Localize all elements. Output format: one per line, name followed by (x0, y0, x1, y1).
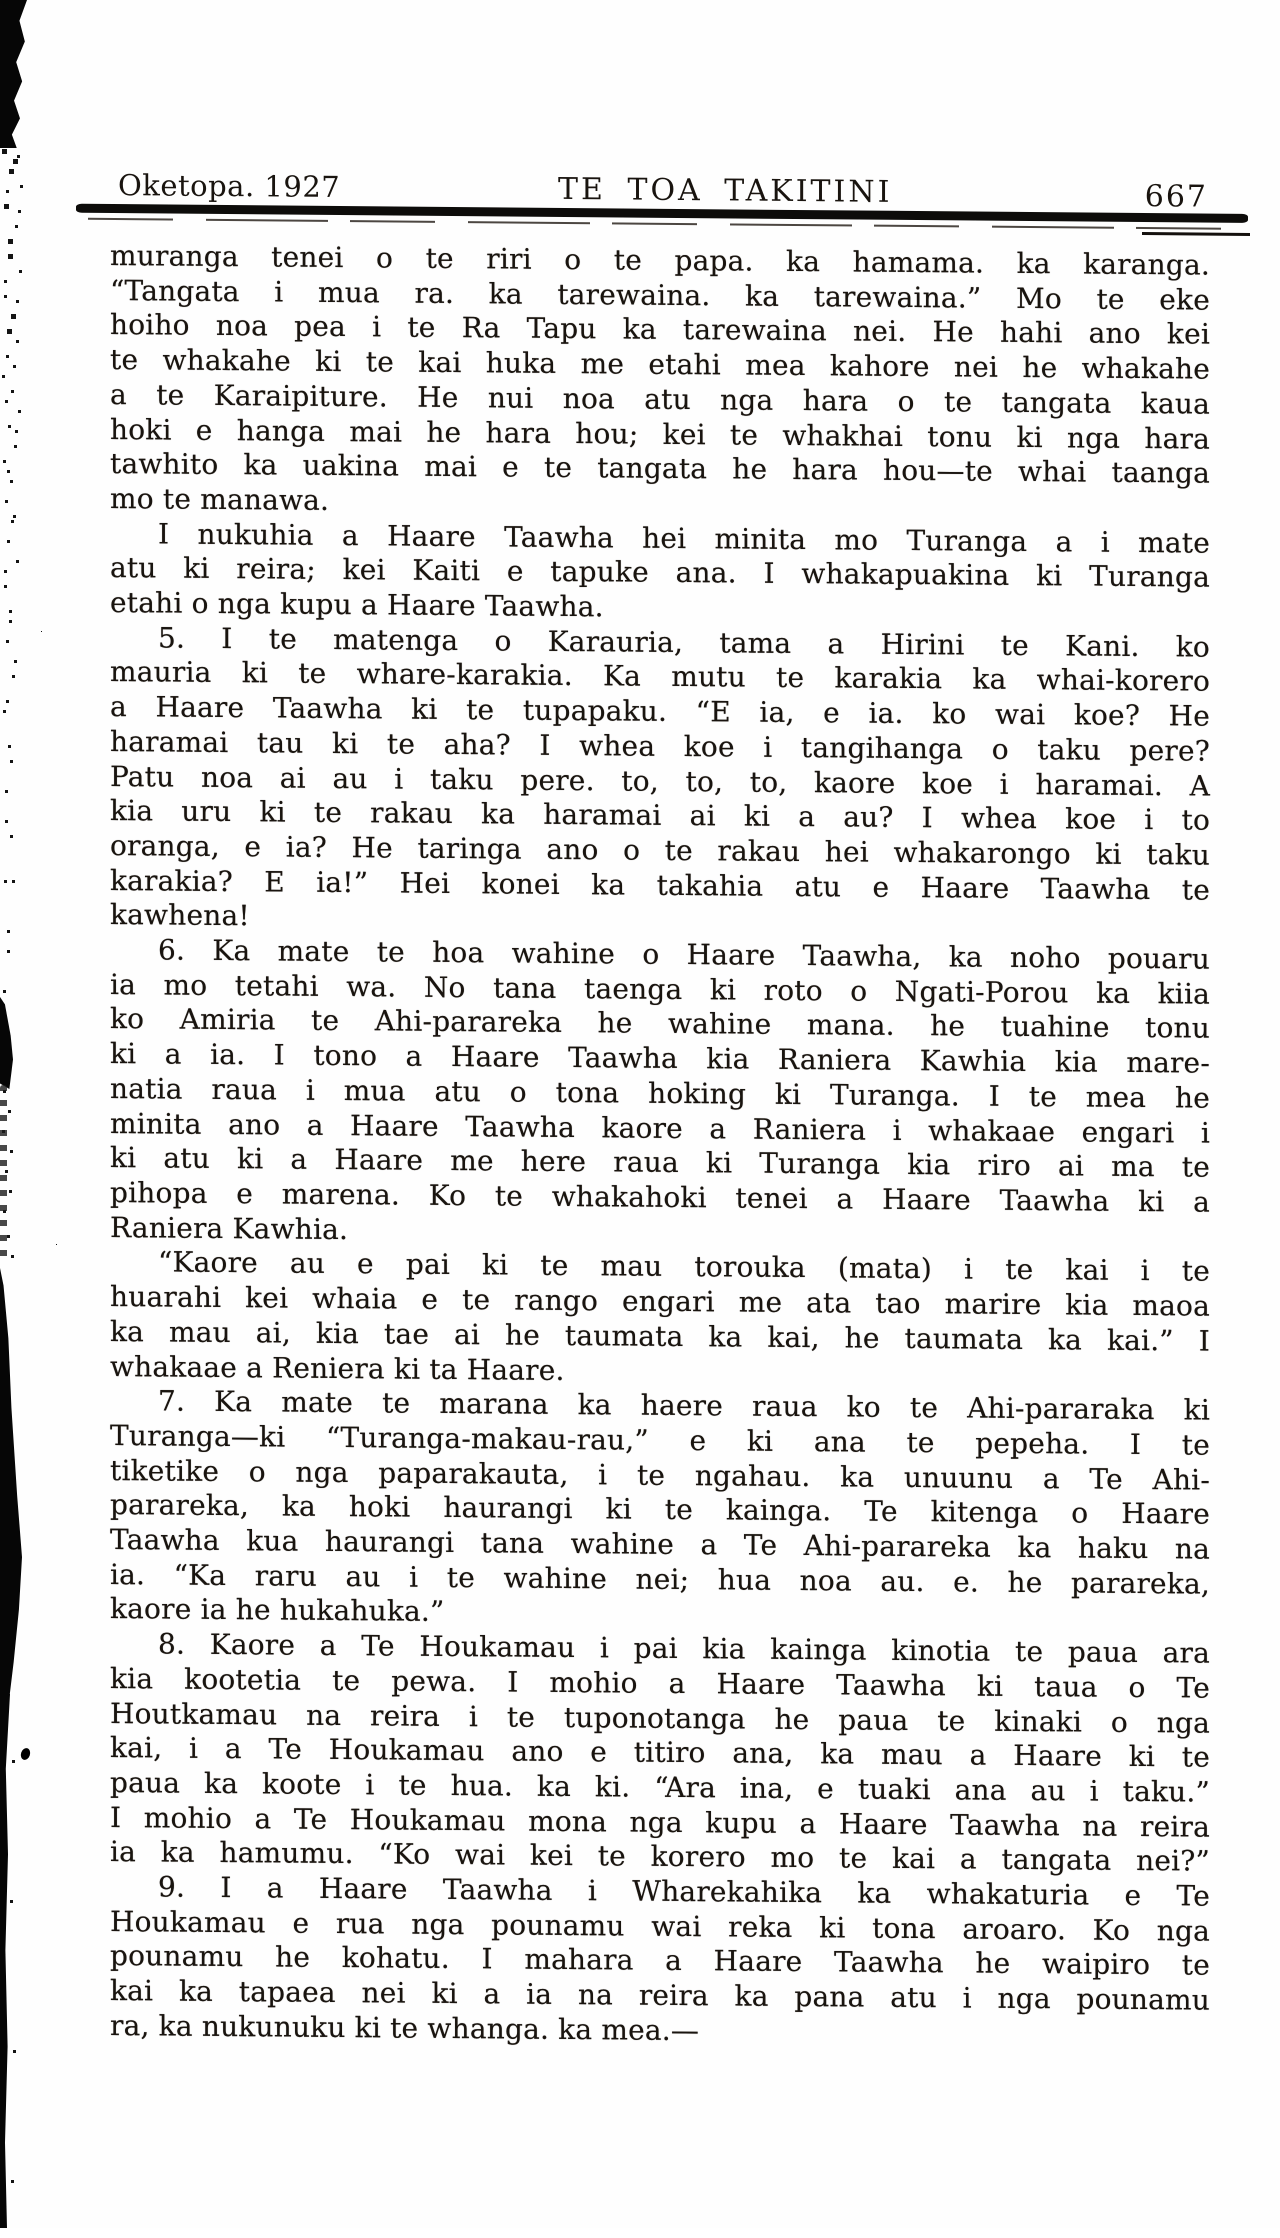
text-line: parareka, ka hoki haurangi ki te kainga. Te kitenga o Haare (110, 1488, 1210, 1531)
text-line: paua ka koote i te hua. ka ki. “Ara ina, e tuaki ana au i taku.” (110, 1765, 1210, 1809)
text-line: huarahi kei whaia e te rango engari me ata tao marire kia maoa (110, 1280, 1210, 1323)
text-line: kaore ia he hukahuka.” (110, 1592, 445, 1629)
text-line: tiketike o nga paparakauta, i te ngahau. ka unuunu a Te Ahi- (110, 1453, 1210, 1497)
article-body (110, 239, 1210, 2053)
paragraph (110, 239, 1210, 526)
scan-artifact-streaks (0, 1085, 7, 1263)
paragraph (110, 517, 1210, 631)
paragraph (110, 933, 1210, 1255)
text-line: 7. Ka mate te marana ka haere raua ko te Ahi-pararaka ki (158, 1384, 1210, 1427)
scan-artifact-dot (19, 1747, 31, 1761)
text-line: ra, ka nukunuku ki te whanga. ka mea.— (110, 2008, 700, 2047)
text-line: ia ka hamumu. “Ko wai kei te korero mo te kai a tangata nei?” (110, 1835, 1210, 1878)
text-line: hoki e hanga mai he hara hou; kei te whakhai tonu ki nga hara (110, 412, 1210, 456)
scan-artifact-edge-strip (0, 1694, 10, 2228)
text-line: hoiho noa pea i te Ra Tapu ka tarewaina nei. He hahi ano kei (110, 308, 1210, 352)
text-line: karakia? E ia!” Hei konei ka takahia atu e Haare Taawha te (110, 863, 1210, 907)
text-line: I nukuhia a Haare Taawha hei minita mo Turanga a i mate (158, 517, 1210, 560)
text-line: kai, i a Te Houkamau ano e titiro ana, ka mau a Haare ki te (110, 1731, 1210, 1774)
text-line: 5. I te matenga o Karauria, tama a Hirini te Kani. ko (158, 621, 1210, 664)
text-line: ki a ia. I tono a Haare Taawha kia Raniera Kawhia kia mare- (110, 1037, 1210, 1080)
header-page-number: 667 (1144, 179, 1208, 215)
text-line: I mohio a Te Houkamau mona nga kupu a Haare Taawha na reira (110, 1800, 1210, 1844)
text-line: whakaae a Reniera ki ta Haare. (110, 1349, 565, 1387)
header-date: Oketopa. 1927 (118, 168, 341, 205)
text-line: ia. “Ka raru au i te wahine nei; hua noa au. e. he parareka, (110, 1557, 1210, 1601)
text-line: kia uru ki te rakau ka haramai ai ki a au? I whea koe i to (110, 794, 1210, 837)
text-line: kawhena! (110, 898, 250, 933)
text-line: Taawha kua haurangi tana wahine a Te Ahi-parareka ka haku na (110, 1523, 1210, 1566)
text-line: Raniera Kawhia. (110, 1210, 349, 1246)
text-line: natia raua i mua atu o tona hoking ki Turanga. I te mea he (110, 1071, 1210, 1115)
paragraph (110, 621, 1210, 943)
text-line: “Tangata i mua ra. ka tarewaina. ka tarewaina.” Mo te eke (110, 273, 1210, 317)
text-line: a Haare Taawha ki te tupapaku. “E ia, e ia. ko wai koe? He (110, 690, 1210, 733)
page-content (110, 0, 1210, 2238)
text-line: 9. I a Haare Taawha i Wharekahika ka whakaturia e Te (158, 1870, 1210, 1913)
text-line: pihopa e marena. Ko te whakahoki tenei a Haare Taawha ki a (110, 1175, 1210, 1219)
paragraph (110, 1384, 1210, 1637)
paragraph (110, 1245, 1210, 1393)
text-line: Houkamau e rua nga pounamu wai reka ki tona aroaro. Ko nga (110, 1904, 1210, 1948)
text-line: etahi o nga kupu a Haare Taawha. (110, 586, 604, 624)
text-line: 6. Ka mate te hoa wahine o Haare Taawha, ka noho pouaru (158, 933, 1210, 976)
text-line: kia kootetia te pewa. I mohio a Haare Taawha ki taua o Te (110, 1661, 1210, 1705)
scan-artifact-top-corner (0, 0, 27, 148)
text-line: muranga tenei o te riri o te papa. ka hamama. ka karanga. (110, 239, 1210, 282)
text-line: minita ano a Haare Taawha kaore a Raniera i whakaae engari i (110, 1106, 1210, 1150)
text-line: tawhito ka uakina mai e te tangata he hara hou—te whai taanga (110, 447, 1210, 490)
text-line: 8. Kaore a Te Houkamau i pai kia kainga kinotia te paua ara (158, 1627, 1210, 1670)
text-line: te whakahe ki te kai huka me etahi mea kahore nei he whakahe (110, 343, 1210, 386)
text-line: mo te manawa. (110, 481, 330, 517)
text-line: Houtkamau na reira i te tuponotanga he paua te kinaki o nga (110, 1696, 1210, 1740)
text-line: mauria ki te whare-karakia. Ka mutu te karakia ka whai-korero (110, 655, 1210, 699)
text-line: a te Karaipiture. He nui noa atu nga hara o te tangata kaua (110, 377, 1210, 421)
scan-artifact-sliver (0, 997, 13, 1089)
text-line: kai ka tapaea nei ki a ia na reira ka pana atu i nga pounamu (110, 1974, 1210, 2017)
text-line: Turanga—ki “Turanga-makau-rau,” e ki ana te pepeha. I te (110, 1418, 1210, 1462)
scan-artifact-specks (0, 0, 3, 3)
text-line: atu ki reira; kei Kaiti e tapuke ana. I whakapuakina ki Turanga (110, 551, 1210, 594)
text-line: Patu noa ai au i taku pere. to, to, to, kaore koe i haramai. A (110, 759, 1210, 803)
text-line: ka mau ai, kia tae ai he taumata ka kai, he taumata ka kai.” I (110, 1314, 1210, 1358)
text-line: ko Amiria te Ahi-parareka he wahine mana. he tuahine tonu (110, 1002, 1210, 1046)
text-line: ia mo tetahi wa. No tana taenga ki roto o Ngati-Porou ka kiia (110, 967, 1210, 1011)
scan-artifact-wedge (0, 1268, 22, 1706)
text-line: pounamu he kohatu. I mahara a Haare Taawha he waipiro te (110, 1939, 1210, 1983)
text-line: “Kaore au e pai ki te mau torouka (mata) i te kai i te (158, 1245, 1210, 1288)
paragraph (110, 1870, 1210, 2053)
header-journal-title: TE TOA TAKITINI (558, 171, 893, 210)
text-line: ki atu ki a Haare me here raua ki Turanga kia riro ai ma te (110, 1141, 1210, 1184)
page-number-underline (1142, 232, 1250, 236)
paragraph (110, 1627, 1210, 1880)
text-line: oranga, e ia? He taringa ano o te rakau hei whakarongo ki taku (110, 828, 1210, 872)
text-line: haramai tau ki te aha? I whea koe i tangihanga o taku pere? (110, 724, 1210, 768)
